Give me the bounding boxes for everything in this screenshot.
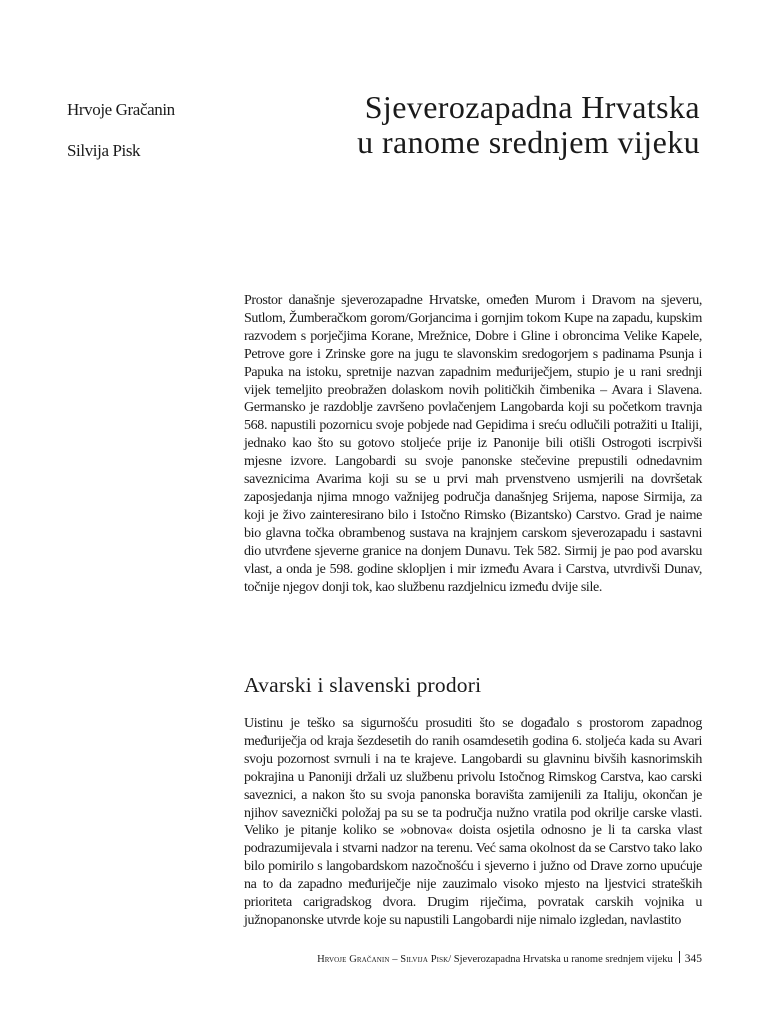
intro-paragraph: Prostor današnje sjeverozapadne Hrvatske, omeđen Murom i Dravom na sjeveru, Sutlom, Žumberačkom gorom/Gorjancima i gornjim tokom Kupe na zapadu, kupskim razvodem s porječjima Korane, Mrežnice, Dobre i Gline i obroncima Velike Kapele, Petrove gore i Zrinske gore na jugu te slavonskim sredogorjem s padinama Psunja i Papuka na istoku, spretnije nazvan zapadnim međuriječjem, stupio je u rani srednji vijek temeljito preobražen dolaskom novih političkih čimbenika – Avara i Slavena. Germansko je razdoblje završeno povlačenjem Langobarda koji su početkom travnja 568. napustili pozornicu svoje pobjede nad Gepidima i sreću odlučili potražiti u Italiji, jednako kao što su gotovo stoljeće prije iz Panonije bili otišli Ostrogoti iscrpivši mjesne izvore. Langobardi su svoje panonske stečevine prepustili odnedavnim saveznicima Avarima koji su se u prvi mah prvenstveno usmjerili na dovršetak zaposjedanja njima mnogo važnijeg područja današnjeg Srijema, napose Sirmija, za koji je živo zainteresirano bilo i Istočno Rimsko (Bizantsko) Carstvo. Grad je naime bio glavna točka obrambenog sustava na krajnjem carskom sjeverozapadu i sastavni dio utvrđene sjeverne granice na donjem Dunavu. Tek 582. Sirmij je pao pod avarsku vlast, a onda je 598. godine sklopljen i mir između Avara i Carstva, utvrdivši Dunav, točnije njegov donji tok, kao službenu razdjelnicu između dvije sile. [244,293,702,595]
section-heading: Avarski i slavenski prodori [244,673,482,697]
section-paragraph: Uistinu je teško sa sigurnošću prosuditi što se događalo s prostorom zapadnog međuriječja od kraja šezdesetih do ranih osamdesetih godina 6. stoljeća kada su Avari svoju pozornost svrnuli i na te krajeve. Langobardi su glavninu bivših kasnorimskih pokrajina u Panoniji držali uz službenu privolu Istočnog Rimskog Carstva, kao carski saveznici, a nakon što su svoja panonska boravišta zamijenili za Italiju, okončan je njihov saveznički položaj pa su se ta područja nužno vratila pod okrilje carske vlasti. Veliko je pitanje koliko se »obnova« doista osjetila odnosno je li ta carska vlast podrazumijevala i stvarni nadzor na terenu. Već sama okolnost da se Carstvo tako lako bilo pomirilo s langobardskom nazočnošću i sjeverno i južno od Drave zorno upućuje na to da zapadno međuriječje nije zauzimalo visoko mjesto na ljestvici strateških prioriteta carigradskog dvora. Drugim riječima, povratak carskih vojnika u južnopanonske utvrde koje su napustili Langobardi nije nimalo izgledan, navlastito [244,716,702,928]
chapter-title [280,90,700,160]
author-name-second: Silvija Pisk [67,141,141,160]
footer-title: / Sjeverozapadna Hrvatska u ranome srednjem vijeku [448,954,673,965]
footer-divider [679,951,680,963]
author-name-first: Hrvoje Gračanin [67,100,175,119]
chapter-title-line-2: u ranome srednjem vijeku [357,124,700,160]
chapter-title-line-1: Sjeverozapadna Hrvatska [364,89,700,125]
page-number: 345 [684,953,702,965]
running-footer [317,950,702,966]
footer-authors: Hrvoje Gračanin – Silvija Pisk [317,954,449,965]
author-list [67,101,267,183]
